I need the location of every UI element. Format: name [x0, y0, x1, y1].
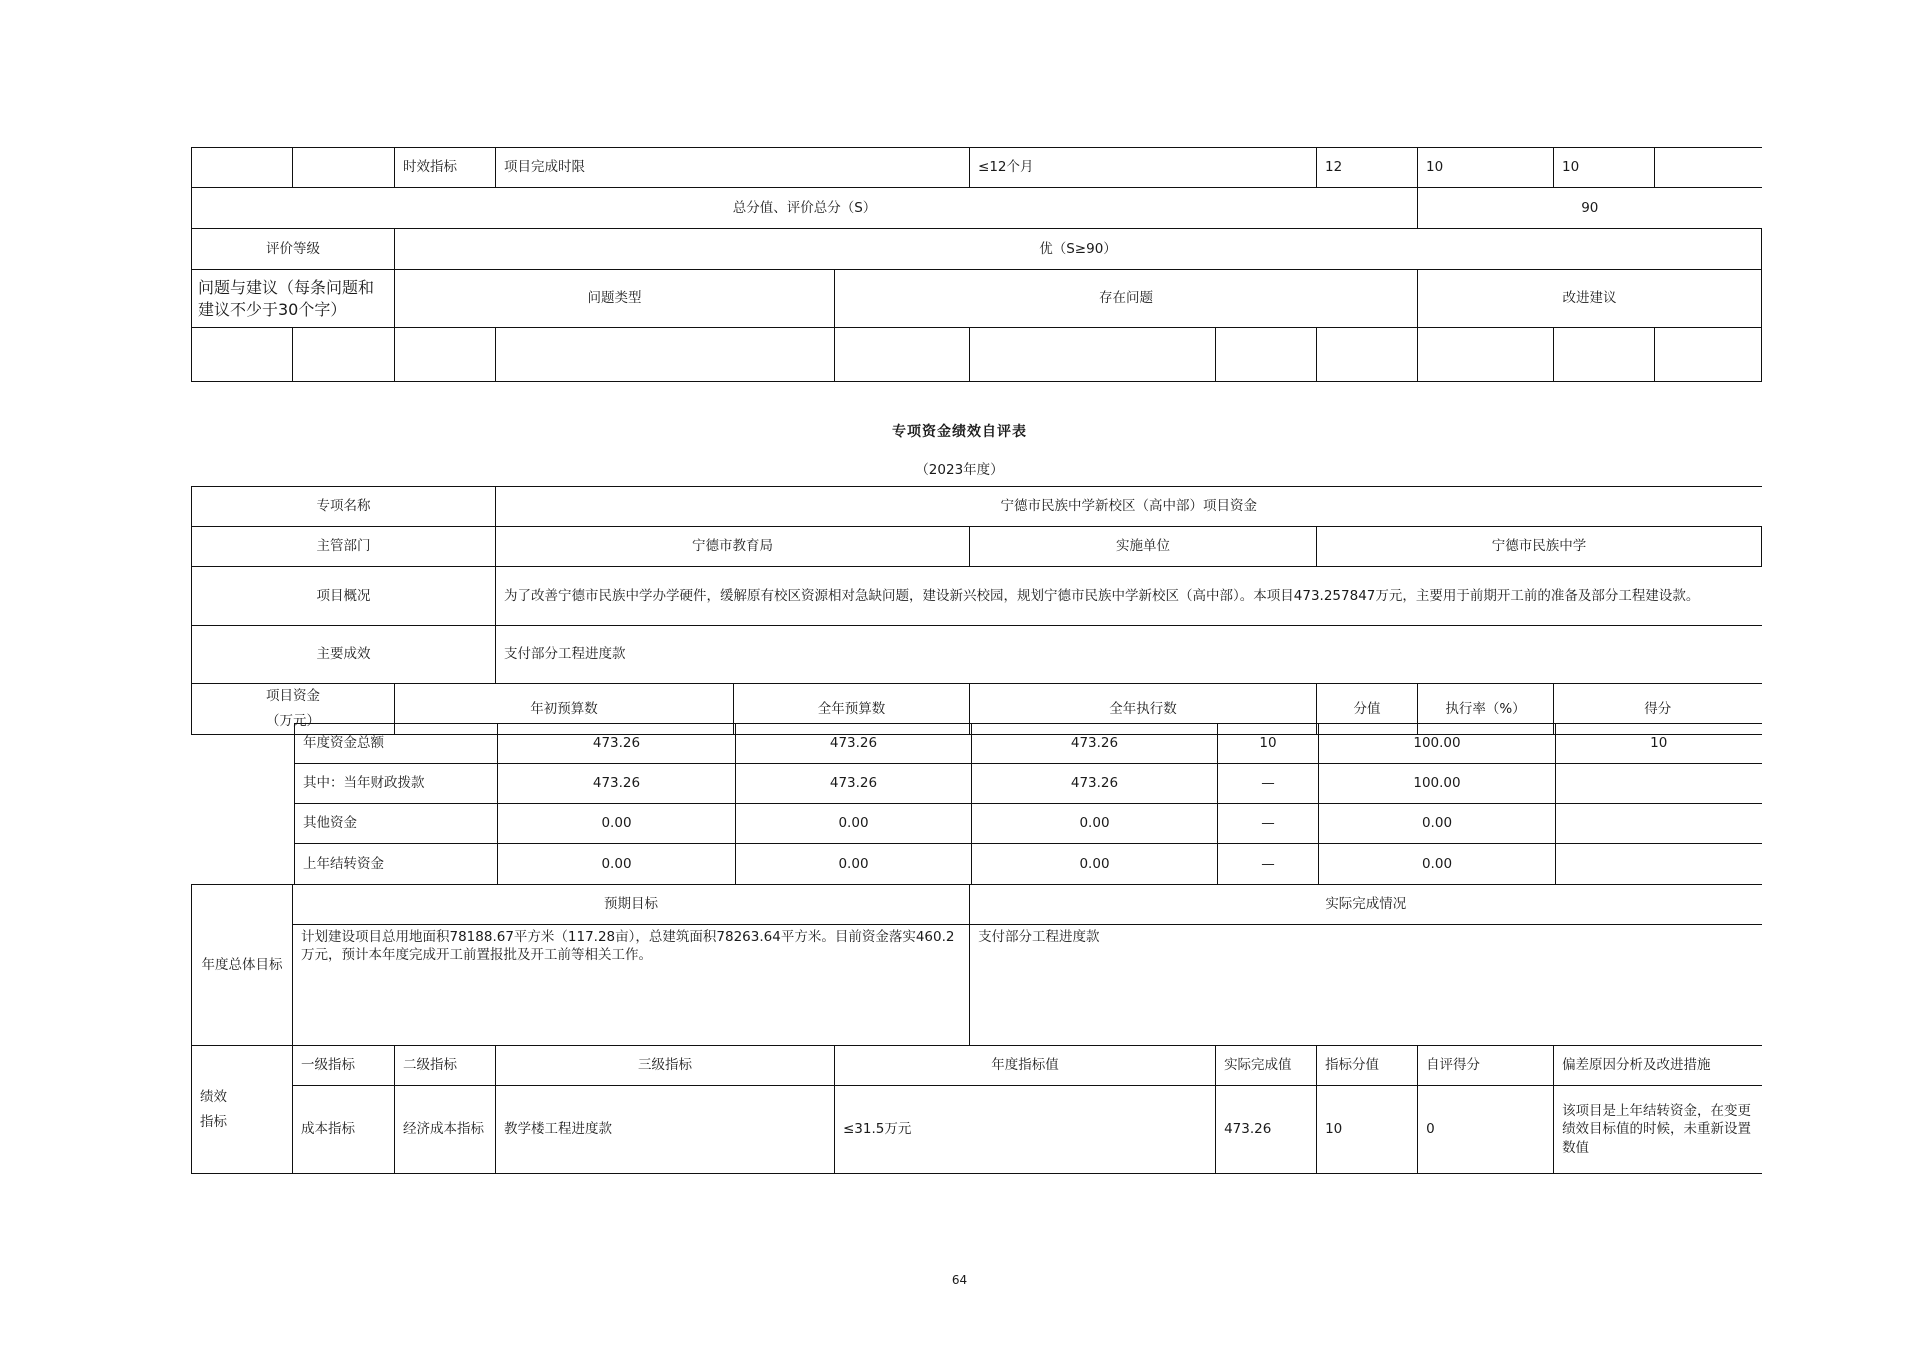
funds-row-rate: 0.00: [1319, 844, 1556, 885]
total-value: 90: [1418, 188, 1762, 229]
result-text: 支付部分工程进度款: [496, 626, 1762, 684]
perf-level2: 经济成本指标: [395, 1086, 496, 1174]
perf-header-analysis: 偏差原因分析及改进措施: [1554, 1046, 1762, 1086]
funds-row-executed: 0.00: [972, 804, 1218, 844]
department-row: [192, 527, 1762, 567]
funds-header-score: 得分: [1554, 684, 1762, 735]
perf-label-cell: [192, 1046, 293, 1174]
project-name-row: [192, 487, 1762, 527]
perf-header-actual: 实际完成值: [1216, 1046, 1317, 1086]
funds-header-weight: 分值: [1317, 684, 1418, 735]
empty-cell: [293, 148, 395, 188]
issue-content-header: 存在问题: [835, 270, 1418, 328]
funds-row-score: [1556, 764, 1762, 804]
page-number: 64: [951, 1273, 968, 1287]
perf-header-weight: 指标分值: [1317, 1046, 1418, 1086]
perf-header-row: [192, 1046, 1762, 1086]
result-row: [192, 626, 1762, 684]
perf-header-level3: 三级指标: [496, 1046, 835, 1086]
funds-row-rate: 100.00: [1319, 724, 1556, 764]
overview-label: 项目概况: [192, 567, 496, 626]
form-year: （2023年度）: [915, 462, 1004, 478]
funds-row-weight: —: [1218, 844, 1319, 885]
actual-header: 实际完成情况: [970, 885, 1762, 925]
expected-header: 预期目标: [293, 885, 970, 925]
funds-row-annual: 473.26: [736, 724, 972, 764]
funds-row-label: 上年结转资金: [295, 844, 498, 885]
funds-header-annual: 全年预算数: [734, 684, 970, 735]
funds-row-weight: —: [1218, 804, 1319, 844]
funds-label: 项目资金（万元）: [266, 688, 320, 729]
funds-row-initial: 473.26: [498, 764, 736, 804]
perf-score: 0: [1418, 1086, 1554, 1174]
empty-cell: [395, 328, 496, 382]
goal-content-row: [192, 925, 1762, 1046]
funds-row-score: 10: [1556, 724, 1762, 764]
issues-header-row: [192, 270, 1762, 328]
empty-cell: [835, 328, 970, 382]
issues-empty-row: [192, 328, 1762, 382]
empty-cell: [1554, 328, 1655, 382]
performance-self-evaluation-table: [191, 486, 1762, 735]
overview-row: [192, 567, 1762, 626]
dept-value: 宁德市教育局: [496, 527, 970, 567]
level3-cell: 项目完成时限: [496, 148, 970, 188]
funds-row-weight: —: [1218, 764, 1319, 804]
level2-cell: 时效指标: [395, 148, 496, 188]
remark-cell: [1655, 148, 1762, 188]
funds-row-score: [1556, 844, 1762, 885]
perf-label: 绩效指标: [200, 1088, 227, 1130]
perf-header-level1: 一级指标: [293, 1046, 395, 1086]
funds-row-executed: 0.00: [972, 844, 1218, 885]
funds-row-initial: 473.26: [498, 724, 736, 764]
funds-row-label: 年度资金总额: [295, 724, 498, 764]
funds-detail-table: [294, 723, 1762, 885]
weight-cell: 10: [1418, 148, 1554, 188]
empty-cell: [1317, 328, 1418, 382]
goals-performance-table: [191, 884, 1762, 1174]
perf-actual: 473.26: [1216, 1086, 1317, 1174]
funds-row-label: 其他资金: [295, 804, 498, 844]
funds-row-annual: 473.26: [736, 764, 972, 804]
total-row: [192, 188, 1762, 229]
grade-row: [192, 229, 1762, 270]
funds-header-executed: 全年执行数: [970, 684, 1317, 735]
funds-row-annual: 0.00: [736, 804, 972, 844]
funds-row-rate: 100.00: [1319, 764, 1556, 804]
grade-label: 评价等级: [192, 229, 395, 270]
grade-value: 优（S≥90）: [395, 229, 1762, 270]
issue-suggestion-header: 改进建议: [1418, 270, 1762, 328]
timeliness-row: [192, 148, 1762, 188]
funds-row-label: 其中：当年财政拨款: [295, 764, 498, 804]
funds-row-weight: 10: [1218, 724, 1319, 764]
unit-label: 实施单位: [970, 527, 1317, 567]
expected-text: 计划建设项目总用地面积78188.67平方米（117.28亩），总建筑面积78263.64平方米。目前资金落实460.2万元，预计本年度完成开工前置报批及开工前等相关工作。: [293, 925, 970, 1046]
funds-header-initial: 年初预算数: [395, 684, 734, 735]
empty-cell: [1216, 328, 1317, 382]
dept-label: 主管部门: [192, 527, 496, 567]
issues-label: 问题与建议（每条问题和建议不少于30个字）: [192, 270, 395, 328]
funds-row-initial: 0.00: [498, 804, 736, 844]
funds-header-rate: 执行率（%）: [1418, 684, 1554, 735]
perf-target: ≤31.5万元: [835, 1086, 1216, 1174]
funds-row-initial: 0.00: [498, 844, 736, 885]
funds-row: [295, 764, 1762, 804]
empty-cell: [1655, 328, 1762, 382]
perf-header-level2: 二级指标: [395, 1046, 496, 1086]
result-label: 主要成效: [192, 626, 496, 684]
issue-type-header: 问题类型: [395, 270, 835, 328]
funds-row-score: [1556, 804, 1762, 844]
total-label: 总分值、评价总分（S）: [192, 188, 1418, 229]
perf-row: [192, 1086, 1762, 1174]
goal-label: 年度总体目标: [201, 956, 283, 973]
funds-row: [295, 724, 1762, 764]
overview-text: 为了改善宁德市民族中学办学硬件，缓解原有校区资源相对急缺问题，建设新兴校园，规划宁德市民族中学新校区（高中部）。本项目473.257847万元，主要用于前期开工前的准备及部分工程建设款。: [496, 567, 1762, 626]
empty-cell: [496, 328, 835, 382]
perf-analysis: 该项目是上年结转资金，在变更绩效目标值的时候，未重新设置数值: [1554, 1086, 1762, 1174]
empty-cell: [293, 328, 395, 382]
goal-header-row: [192, 885, 1762, 925]
target-cell: ≤12个月: [970, 148, 1317, 188]
funds-row: [295, 804, 1762, 844]
goal-label-cell: [192, 885, 293, 1046]
perf-level3: 教学楼工程进度款: [496, 1086, 835, 1174]
empty-cell: [970, 328, 1216, 382]
empty-cell: [192, 328, 293, 382]
perf-weight: 10: [1317, 1086, 1418, 1174]
project-name-value: 宁德市民族中学新校区（高中部）项目资金: [496, 487, 1762, 527]
actual-cell: 12: [1317, 148, 1418, 188]
evaluation-summary-table: [191, 147, 1762, 382]
funds-row-executed: 473.26: [972, 764, 1218, 804]
funds-row-executed: 473.26: [972, 724, 1218, 764]
score-cell: 10: [1554, 148, 1655, 188]
empty-cell: [192, 148, 293, 188]
unit-value: 宁德市民族中学: [1317, 527, 1762, 567]
funds-row: [295, 844, 1762, 885]
perf-header-target: 年度指标值: [835, 1046, 1216, 1086]
empty-cell: [1418, 328, 1554, 382]
perf-level1: 成本指标: [293, 1086, 395, 1174]
project-name-label: 专项名称: [192, 487, 496, 527]
form-title: 专项资金绩效自评表: [892, 424, 1027, 440]
funds-row-rate: 0.00: [1319, 804, 1556, 844]
perf-header-score: 自评得分: [1418, 1046, 1554, 1086]
funds-row-annual: 0.00: [736, 844, 972, 885]
actual-text: 支付部分工程进度款: [970, 925, 1762, 1046]
